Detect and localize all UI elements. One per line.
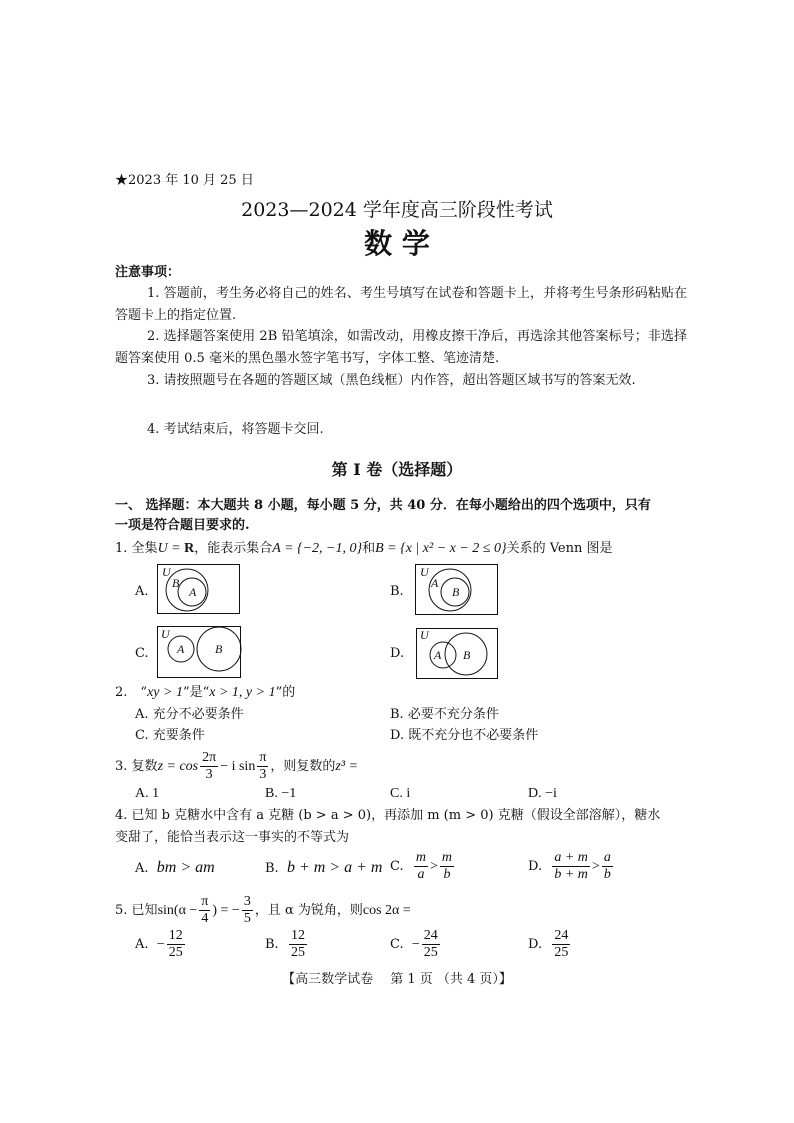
svg-text:U: U <box>162 565 171 579</box>
subject-title: 数 学 <box>364 227 430 260</box>
question-1: 1. 全集U = R，能表示集合A = {−2, −1, 0}和B = {x | x² − x − 2 ≤ 0}关系的 Venn 图是 <box>115 541 613 556</box>
option-c[interactable]: C. 充要条件 <box>135 728 205 743</box>
question-2: 2. “xy > 1”是“x > 1, y > 1”的 <box>115 685 296 700</box>
option-b[interactable]: B. −1 <box>265 786 297 801</box>
question-5: 5. 已知sin(α − $\frac{\pi}{4}$ ) = − $\frac{3}{5}$ ，且 α 为锐角，则cos 2α = <box>115 894 411 926</box>
svg-text:B: B <box>452 585 460 599</box>
notice-heading: 注意事项： <box>115 265 181 280</box>
venn-diagram-c[interactable] <box>157 626 241 678</box>
option-a[interactable]: A. 1 <box>135 786 160 801</box>
notice-item: 1. 答题前，考生务必将自己的姓名、考生号填写在试卷和答题卡上，并将考生号条形码粘贴在答题卡上的指定位置. <box>115 286 687 323</box>
exam-title: 2023—2024 学年度高三阶段性考试 <box>241 199 553 221</box>
notice-item: 2. 选择题答案使用 2B 铅笔填涂，如需改动，用橡皮擦干净后，再选涂其他答案标号；非选择题答案使用 0.5 毫米的黑色墨水签字笔书写，字体工整、笔迹清楚. <box>115 329 687 366</box>
option-c[interactable]: C. i <box>390 786 411 801</box>
svg-text:B: B <box>215 642 223 656</box>
option-label[interactable]: D. <box>390 646 405 661</box>
svg-text:A: A <box>177 642 185 656</box>
option-label[interactable]: C. <box>135 646 149 661</box>
venn-diagram-d[interactable] <box>416 628 500 679</box>
option-d[interactable]: D. −i <box>528 786 557 801</box>
section-intro: 一、 选择题：本大题共 8 小题，每小题 5 分，共 40 分．在每小题给出的四个选项中，只有 <box>115 498 651 513</box>
option-a[interactable]: A. bm > am <box>135 859 215 876</box>
option-label[interactable]: A. <box>135 584 149 599</box>
question-4-line2: 变甜了，能恰当表示这一事实的不等式为 <box>115 830 350 845</box>
page-footer: 【高三数学试卷 第 1 页 （共 4 页）】 <box>282 972 512 987</box>
option-label[interactable]: B. <box>390 584 404 599</box>
notice-item: 3. 请按照题号在各题的答题区域（黑色线框）内作答，超出答题区域书写的答案无效. <box>147 373 636 388</box>
option-d[interactable]: D. $\frac{a + m}{b + m}$ > $\frac{a}{b}$ <box>528 850 611 882</box>
section-intro-2: 一项是符合题目要求的. <box>115 518 250 533</box>
option-b[interactable]: B. b + m > a + m <box>265 859 383 876</box>
option-a[interactable]: A. 充分不必要条件 <box>135 707 244 722</box>
svg-text:A: A <box>189 585 197 599</box>
option-b[interactable]: B. $\frac{12}{25}$ <box>265 928 305 960</box>
option-c[interactable]: C. − $\frac{24}{25}$ <box>390 928 438 960</box>
part-title: 第 I 卷（选择题） <box>331 460 463 479</box>
option-b[interactable]: B. 必要不充分条件 <box>390 707 499 722</box>
question-3: 3. 复数z = cos $\frac{2\pi}{3}$ − i sin $\frac{\pi}{3}$ ，则复数的z³ = <box>115 750 359 782</box>
question-4: 4. 已知 b 克糖水中含有 a 克糖 (b > a > 0)，再添加 m (m > 0) 克糖（假设全部溶解），糖水 <box>115 808 661 823</box>
notice-item: 4. 考试结束后，将答题卡交回. <box>147 422 324 437</box>
option-a[interactable]: A. − $\frac{12}{25}$ <box>135 928 183 960</box>
exam-date: ★2023 年 10 月 25 日 <box>115 173 254 188</box>
svg-text:U: U <box>420 565 429 579</box>
svg-text:B: B <box>172 576 180 590</box>
svg-text:A: A <box>434 648 442 662</box>
option-d[interactable]: D. 既不充分也不必要条件 <box>390 728 539 743</box>
svg-text:U: U <box>420 628 429 642</box>
option-d[interactable]: D. $\frac{24}{25}$ <box>528 928 569 960</box>
svg-text:B: B <box>463 648 471 662</box>
svg-text:U: U <box>161 627 170 641</box>
svg-text:A: A <box>431 576 439 590</box>
venn-diagram-b[interactable] <box>415 564 499 615</box>
option-c[interactable]: C. $\frac{m}{a}$ > $\frac{m}{b}$ <box>390 850 453 882</box>
venn-diagram-a[interactable] <box>157 564 241 615</box>
